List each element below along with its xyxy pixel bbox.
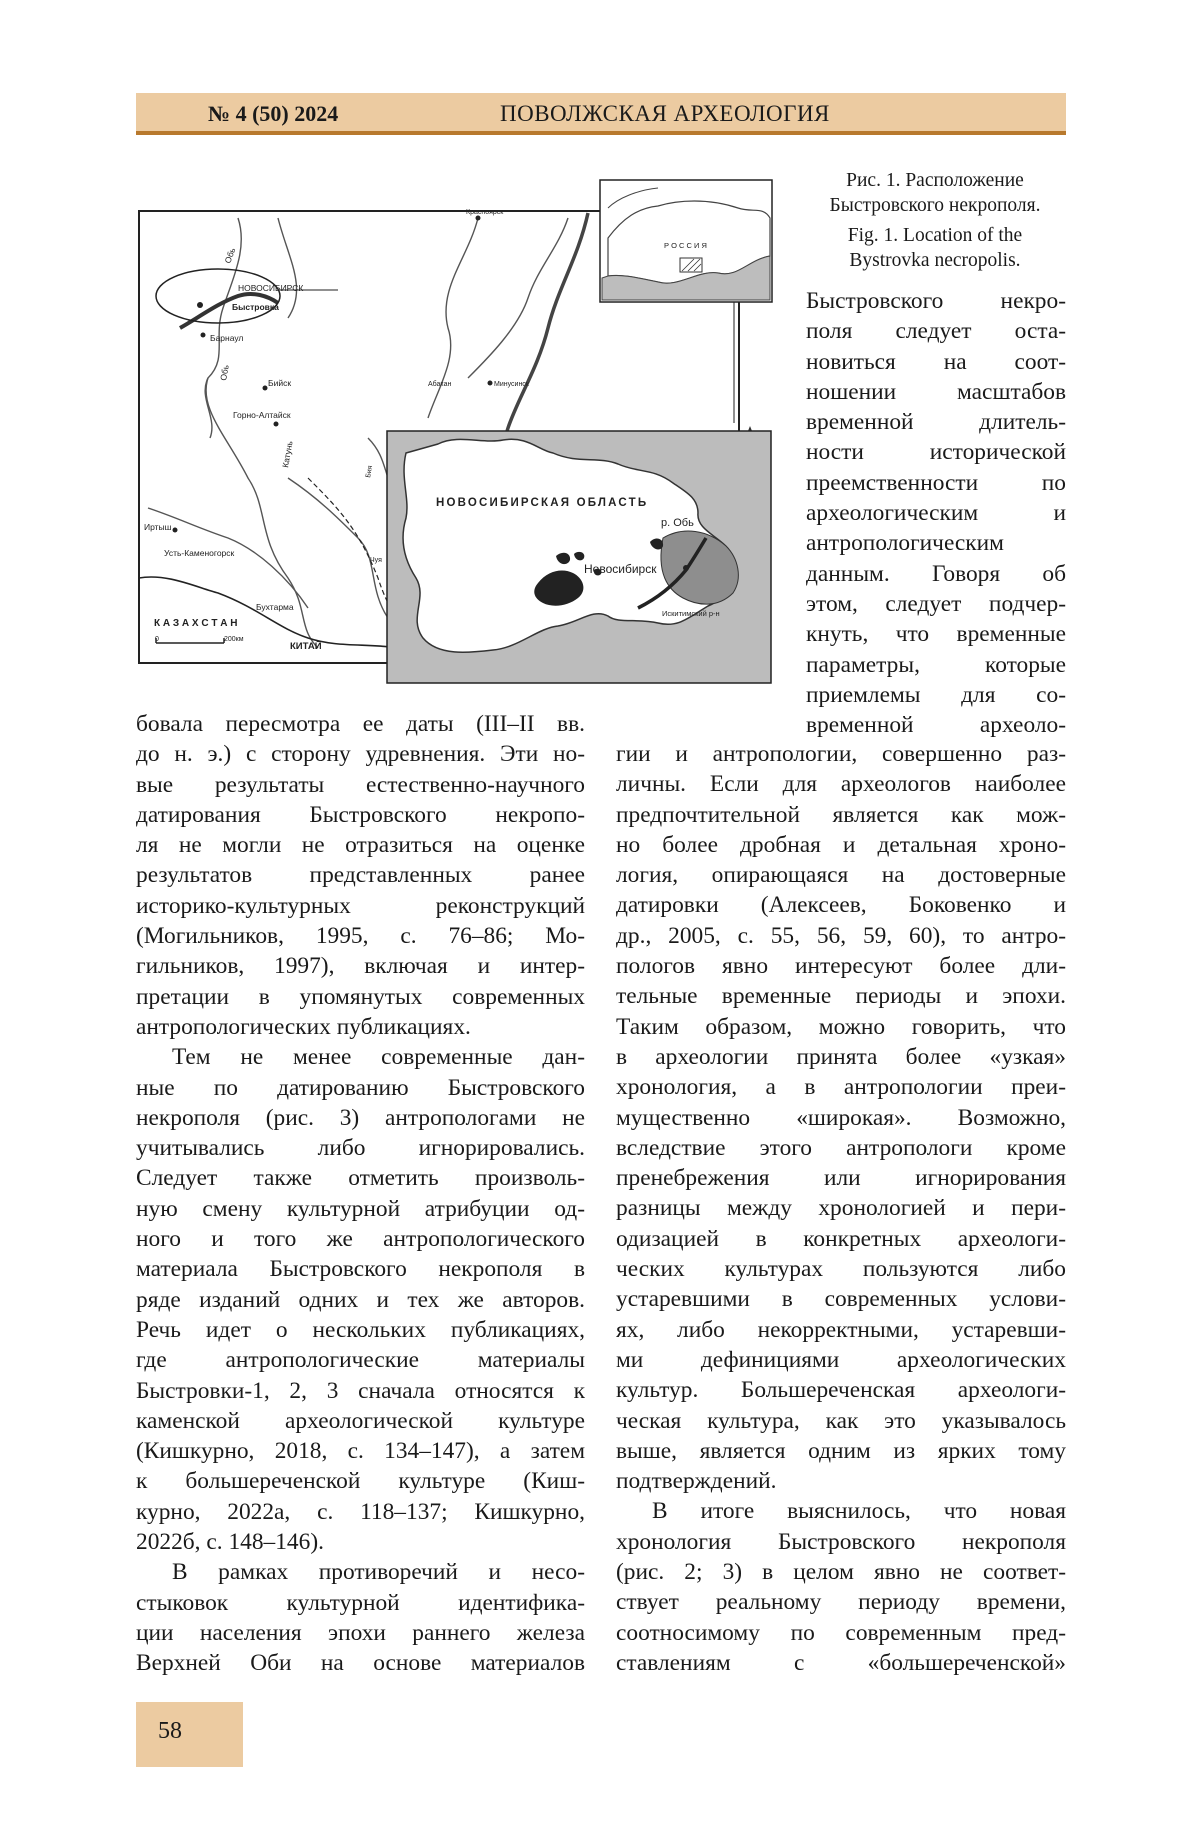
location-map	[138, 178, 774, 684]
text-line: датировки (Алексеев, Боковенко и	[616, 892, 1066, 919]
text-line: гии и антропологии, совершенно раз-	[616, 741, 1066, 767]
map-label-region: НОВОСИБИРСКАЯ ОБЛАСТЬ	[436, 497, 649, 509]
map-label-novosibirsk: НОВОСИБИРСК	[238, 283, 304, 293]
right-column	[616, 739, 1066, 1678]
text-line: в археологии принята более «узкая»	[616, 1043, 1066, 1070]
text-line: ции населения эпохи раннего железа	[136, 1619, 585, 1646]
text-line: Речь идет о нескольких публикациях,	[136, 1316, 585, 1343]
caption-en-line-1: Fig. 1. Location of the	[847, 225, 1023, 246]
text-line: ческая культура, как это указывалось	[616, 1407, 1066, 1434]
text-line: Быстровского некро-	[806, 288, 1066, 314]
text-line: ного и того же антропологического	[136, 1226, 585, 1253]
text-line: мущественно «широкая». Возможно,	[616, 1104, 1066, 1131]
text-line: Верхней Оби на основе материалов	[136, 1650, 585, 1677]
caption-ru-line-2: Быстровского некрополя.	[829, 195, 1041, 216]
text-line: претации в упомянутых современных	[136, 983, 585, 1010]
text-line: археологическим и	[806, 500, 1066, 527]
text-line: культур. Большереченская археологи-	[616, 1377, 1066, 1404]
text-line: бовала пересмотра ее даты (III–II вв.	[136, 711, 585, 737]
text-line: ми дефинициями археологических	[616, 1346, 1066, 1373]
text-line: устаревшими в современных услови-	[616, 1286, 1066, 1313]
caption-en-line-2: Bystrovka necropolis.	[849, 250, 1021, 271]
text-line: временной археоло-	[806, 712, 1066, 739]
map-label-iskitim: Искитимский р-н	[662, 609, 720, 618]
text-line: вследствие этого антропологи кроме	[616, 1134, 1066, 1161]
text-line: приемлемы для со-	[806, 681, 1066, 708]
journal-title: ПОВОЛЖСКАЯ АРХЕОЛОГИЯ	[500, 101, 830, 126]
text-line: ческих культурах пользуются либо	[616, 1256, 1066, 1283]
page-number-box	[136, 1702, 243, 1767]
text-line: хронология Быстровского некрополя	[616, 1528, 1066, 1555]
text-line: выше, является одним из ярких тому	[616, 1437, 1066, 1464]
map-label-ob-river: р. Обь	[661, 517, 694, 529]
map-label-kazakhstan: К А З А Х С Т А Н	[154, 618, 238, 629]
figure-caption	[790, 168, 1080, 273]
text-line: временной длитель-	[806, 409, 1066, 436]
right-column-top	[806, 286, 1066, 740]
text-line: ношении масштабов	[806, 378, 1066, 405]
map-label-abakan: Абакан	[428, 381, 452, 388]
text-line: стыковок культурной идентифика-	[136, 1589, 585, 1616]
text-line: логия, опирающаяся на достоверные	[616, 862, 1066, 889]
text-line: результатов представленных ранее	[136, 862, 585, 889]
text-line: этом, следует подчер-	[806, 590, 1066, 617]
text-line: пологов явно интересуют более дли-	[616, 953, 1066, 980]
text-line: др., 2005, с. 55, 56, 59, 60), то антро-	[616, 922, 1066, 949]
map-label-irtysh: Иртыш	[144, 522, 172, 532]
text-line: каменской археологической культуре	[136, 1407, 585, 1434]
text-line: 2022б, с. 148–146).	[136, 1529, 324, 1556]
text-line: датирования Быстровского некропо-	[136, 801, 585, 828]
text-line: данным. Говоря об	[806, 560, 1066, 587]
text-line: ряде изданий одних и тех же авторов.	[136, 1286, 585, 1313]
text-line: поля следует оста-	[806, 318, 1066, 345]
text-line: учитывались либо игнорировались.	[136, 1135, 585, 1162]
map-label-russia: Р О С С И Я	[664, 241, 707, 250]
map-label-barnaul: Барнаул	[210, 333, 244, 343]
text-line: к большереченской культуре (Киш-	[136, 1468, 585, 1495]
text-line: личны. Если для археологов наиболее	[616, 771, 1066, 798]
text-line: Тем не менее современные дан-	[172, 1044, 585, 1071]
text-line: хронология, а в антропологии преи-	[616, 1074, 1066, 1101]
map-label-minusinsk: Минусинск	[494, 381, 529, 388]
page-number: 58	[158, 1718, 182, 1744]
map-label-scale-zero: 0	[155, 636, 159, 643]
issue-number: № 4 (50) 2024	[208, 101, 339, 126]
map-label-ust-kamenogorsk: Усть-Каменогорск	[164, 548, 235, 558]
text-line: ствует реальному периоду времени,	[616, 1589, 1066, 1616]
text-line: новиться на соот-	[806, 348, 1066, 375]
text-line: Следует также отметить произволь-	[136, 1165, 585, 1192]
text-line: соотносимому по современным пред-	[616, 1619, 1066, 1646]
map-label-katun: Катунь	[280, 440, 295, 469]
text-line: В рамках противоречий и несо-	[172, 1559, 585, 1586]
text-line: ставлениям с «большереченской»	[616, 1649, 1066, 1676]
text-line: ные по датированию Быстровского	[136, 1074, 585, 1101]
map-label-chuya: Чуя	[370, 557, 382, 564]
text-line: историко-культурных реконструкций	[136, 892, 585, 919]
text-line: антропологическим	[806, 530, 1004, 557]
running-header	[136, 93, 1066, 135]
text-line: материала Быстровского некрополя в	[136, 1256, 585, 1283]
text-line: где антропологические материалы	[136, 1347, 585, 1374]
text-line: (Кишкурно, 2018, с. 134–147), а затем	[136, 1438, 585, 1465]
map-label-novosibirsk-inset: Новосибирск	[584, 562, 657, 576]
text-line: вые результаты естественно-научного	[136, 771, 585, 798]
text-line: курно, 2022а, с. 118–137; Кишкурно,	[136, 1498, 585, 1525]
text-line: антропологических публикациях.	[136, 1013, 471, 1040]
text-line: гильников, 1997), включая и интер-	[136, 953, 585, 980]
map-label-biya: Бия	[365, 465, 375, 479]
text-line: предпочтительной является как мож-	[616, 801, 1066, 828]
text-line: Таким образом, можно говорить, что	[616, 1013, 1066, 1040]
map-label-krasnoyarsk: Красноярск	[466, 209, 504, 216]
text-line: подтверждений.	[616, 1468, 777, 1495]
caption-ru-line-1: Рис. 1. Расположение	[846, 170, 1024, 191]
text-line: ях, либо некорректными, устаревши-	[616, 1316, 1066, 1343]
map-label-ob-lower: Обь	[218, 363, 231, 382]
text-line: ля не могли не отразиться на оценке	[136, 832, 585, 859]
text-line: (рис. 2; 3) в целом явно не соответ-	[616, 1559, 1066, 1586]
map-label-scale-km: 200км	[224, 636, 244, 643]
text-line: одизацией в конкретных археологи-	[616, 1225, 1066, 1252]
text-line: но более дробная и детальная хроно-	[616, 831, 1066, 858]
text-line: параметры, которые	[806, 651, 1066, 678]
text-line: до н. э.) с сторону удревнения. Эти но-	[136, 741, 585, 768]
text-line: кнуть, что временные	[806, 621, 1066, 648]
map-label-bystrovka: Быстровка	[232, 302, 279, 312]
text-line: тельные временные периоды и эпохи.	[616, 983, 1066, 1010]
left-column	[136, 709, 585, 1679]
map-label-gorno-altaysk: Горно-Алтайск	[233, 410, 291, 420]
text-line: некрополя (рис. 3) антропологами не	[136, 1104, 585, 1131]
map-label-biysk: Бийск	[268, 378, 292, 388]
text-line: разницы между хронологией и пери-	[616, 1195, 1066, 1222]
text-line: (Могильников, 1995, с. 76–86; Мо-	[136, 923, 585, 950]
text-line: В итоге выяснилось, что новая	[652, 1498, 1066, 1525]
text-line: ную смену культурной атрибуции од-	[136, 1195, 585, 1222]
map-label-china: КИТАЙ	[290, 641, 322, 652]
map-label-bukhtarma: Бухтарма	[256, 602, 294, 612]
map-label-ob-main: Обь	[222, 246, 238, 265]
text-line: Быстровки-1, 2, 3 сначала относятся к	[136, 1377, 585, 1404]
text-line: ности исторической	[806, 439, 1066, 466]
text-line: преемственности по	[806, 469, 1066, 496]
text-line: пренебрежения или игнорирования	[616, 1165, 1066, 1192]
